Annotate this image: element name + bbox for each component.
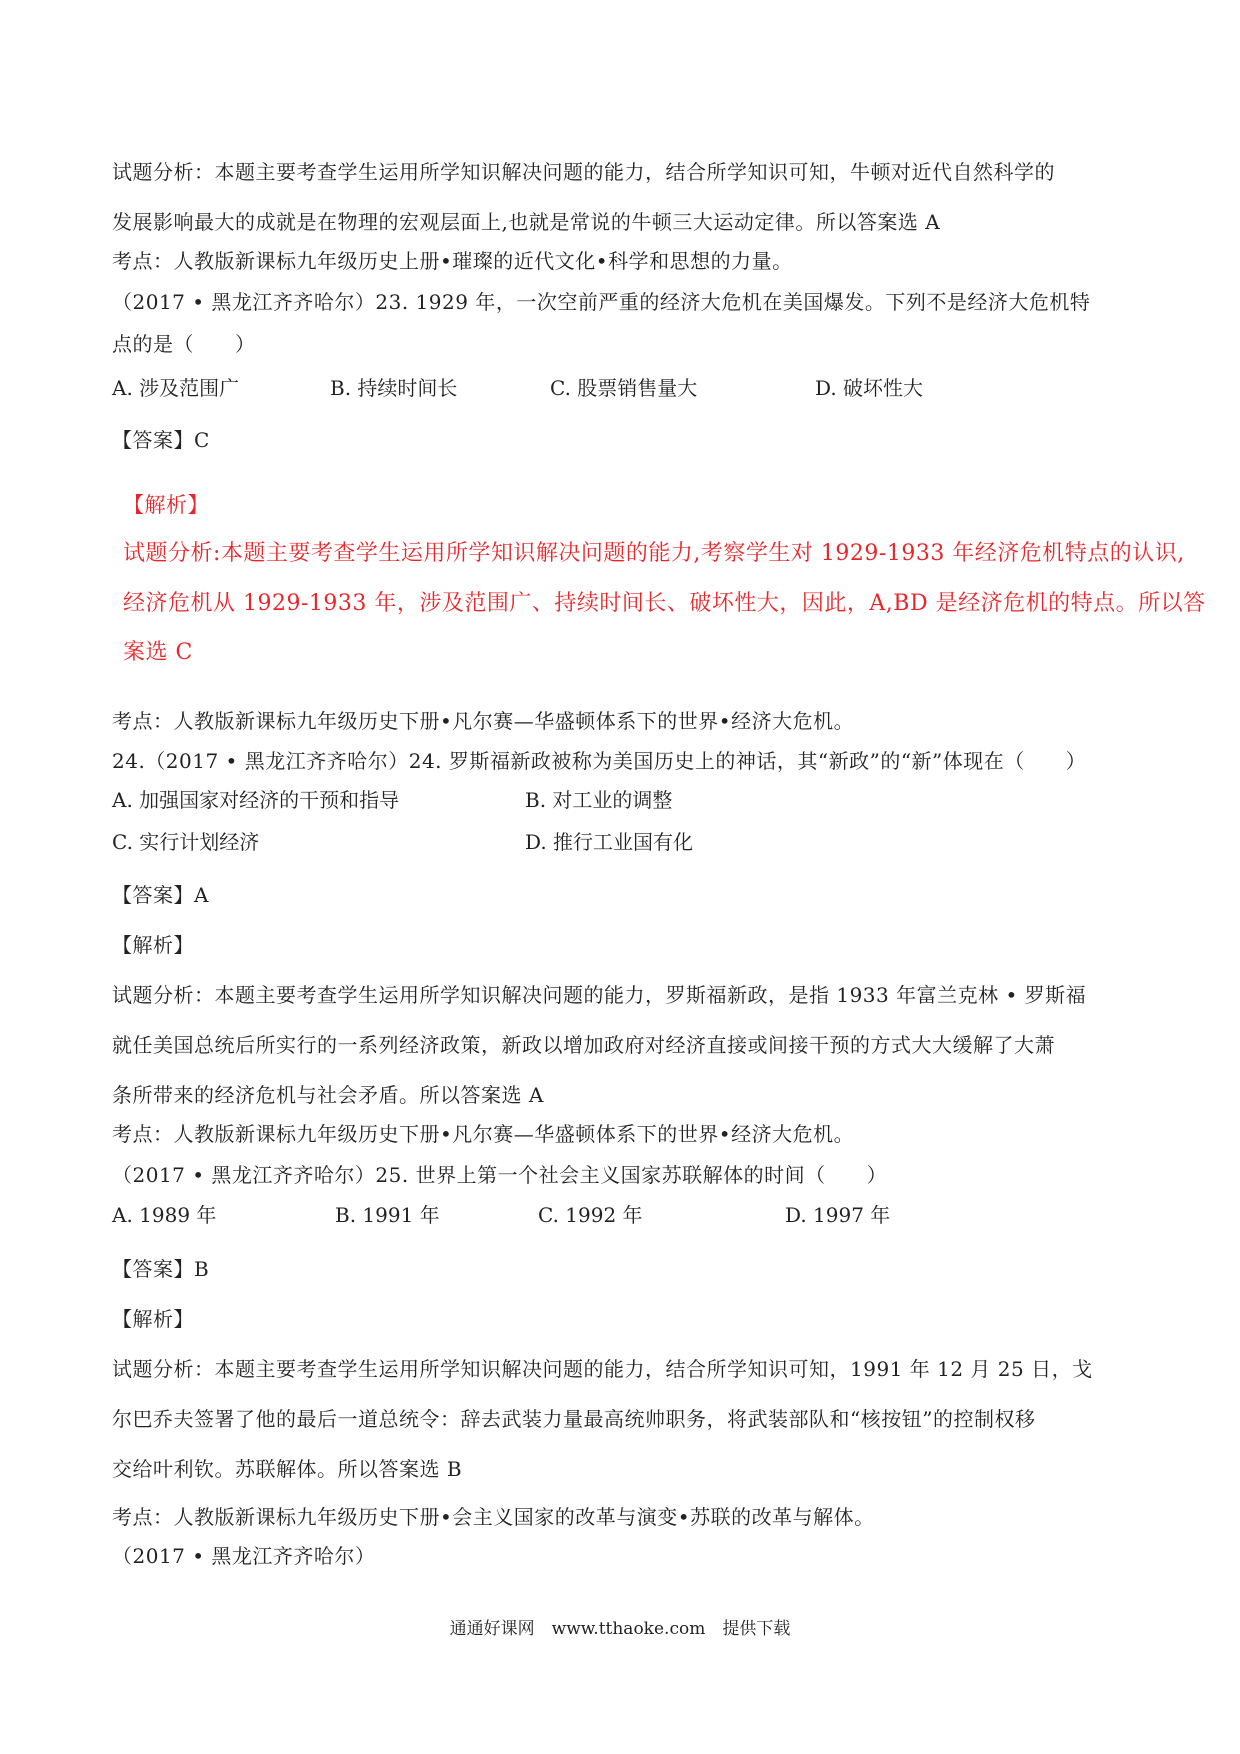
option-c: C. 实行计划经济 — [112, 830, 260, 854]
option-a: A. 1989 年 — [112, 1203, 217, 1227]
jiexi-heading: 【解析】 — [123, 493, 209, 517]
option-b: B. 持续时间长 — [330, 376, 458, 400]
option-a: A. 涉及范围广 — [112, 376, 240, 400]
page-footer: 通通好课网 www.tthaoke.com 提供下载 — [449, 1619, 791, 1639]
answer-label: 【答案】C — [112, 428, 210, 452]
analysis-text: 试题分析：本题主要考查学生运用所学知识解决问题的能力，结合所学知识可知，牛顿对近代自然科学的 — [112, 160, 1055, 184]
option-a: A. 加强国家对经济的干预和指导 — [112, 788, 400, 812]
answer-label: 【答案】B — [112, 1257, 210, 1281]
answer-label: 【答案】A — [112, 883, 209, 907]
analysis-text: 试题分析:本题主要考查学生运用所学知识解决问题的能力,考察学生对 1929-1933 年经济危机特点的认识, — [123, 541, 1185, 566]
kaodian-text: 考点：人教版新课标九年级历史下册•凡尔赛—华盛顿体系下的世界•经济大危机。 — [112, 1122, 855, 1146]
jiexi-heading: 【解析】 — [112, 1307, 194, 1331]
kaodian-text: 考点：人教版新课标九年级历史上册•璀璨的近代文化•科学和思想的力量。 — [112, 249, 793, 273]
option-c: C. 股票销售量大 — [550, 376, 698, 400]
question-23-stem: 点的是（ ） — [112, 332, 256, 356]
analysis-text: 尔巴乔夫签署了他的最后一道总统令：辞去武装力量最高统帅职务，将武装部队和“核按钮”的控制权移 — [112, 1407, 1036, 1431]
option-d: D. 推行工业国有化 — [525, 830, 694, 854]
option-d: D. 1997 年 — [785, 1203, 891, 1227]
analysis-text: 就任美国总统后所实行的一系列经济政策，新政以增加政府对经济直接或间接干预的方式大大缓解了大萧 — [112, 1033, 1055, 1057]
analysis-text: 案选 C — [123, 640, 193, 665]
question-25-stem: （2017 • 黑龙江齐齐哈尔）25. 世界上第一个社会主义国家苏联解体的时间（ ） — [112, 1163, 888, 1187]
kaodian-text: 考点：人教版新课标九年级历史下册•会主义国家的改革与演变•苏联的改革与解体。 — [112, 1505, 875, 1529]
kaodian-text: 考点：人教版新课标九年级历史下册•凡尔赛—华盛顿体系下的世界•经济大危机。 — [112, 709, 855, 733]
analysis-text: 试题分析：本题主要考查学生运用所学知识解决问题的能力，结合所学知识可知，1991 年 12 月 25 日，戈 — [112, 1357, 1093, 1381]
analysis-text: 经济危机从 1929-1933 年，涉及范围广、持续时间长、破坏性大，因此，A,BD 是经济危机的特点。所以答 — [123, 591, 1206, 616]
analysis-text: 交给叶利钦。苏联解体。所以答案选 B — [112, 1457, 463, 1481]
question-24-stem: 24.（2017 • 黑龙江齐齐哈尔）24. 罗斯福新政被称为美国历史上的神话，其“新政”的“新”体现在（ ） — [112, 749, 1087, 773]
jiexi-heading: 【解析】 — [112, 933, 194, 957]
question-23-stem: （2017 • 黑龙江齐齐哈尔）23. 1929 年，一次空前严重的经济大危机在美国爆发。下列不是经济大危机特 — [112, 290, 1091, 314]
option-b: B. 1991 年 — [335, 1203, 440, 1227]
analysis-text: 发展影响最大的成就是在物理的宏观层面上,也就是常说的牛顿三大运动定律。所以答案选 A — [112, 210, 941, 234]
analysis-text: 条所带来的经济危机与社会矛盾。所以答案选 A — [112, 1083, 544, 1107]
analysis-text: 试题分析：本题主要考查学生运用所学知识解决问题的能力，罗斯福新政，是指 1933 年富兰克林 • 罗斯福 — [112, 983, 1087, 1007]
option-d: D. 破坏性大 — [815, 376, 924, 400]
question-26-stem: （2017 • 黑龙江齐齐哈尔） — [112, 1544, 376, 1568]
option-c: C. 1992 年 — [538, 1203, 643, 1227]
option-b: B. 对工业的调整 — [525, 788, 673, 812]
